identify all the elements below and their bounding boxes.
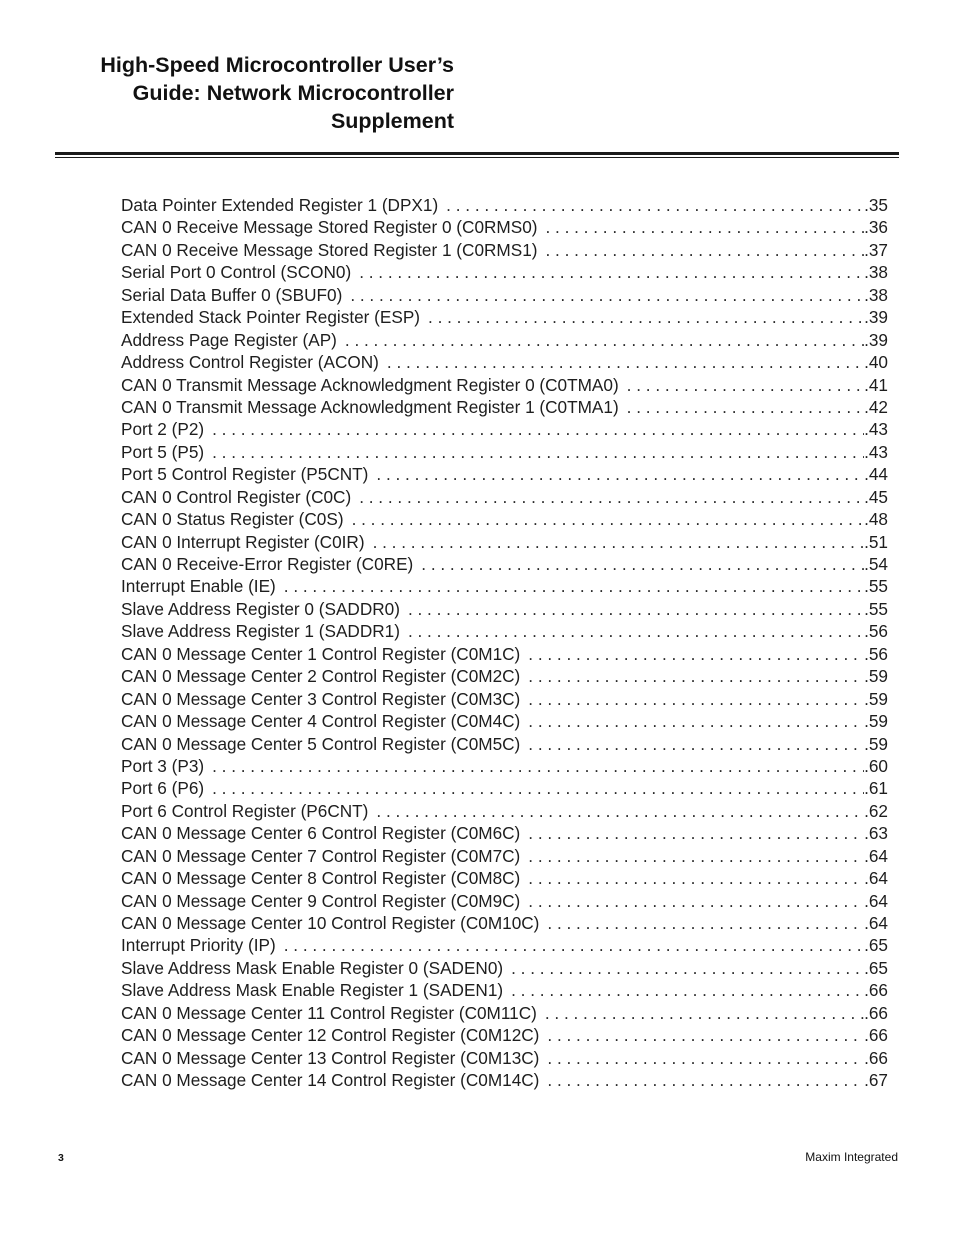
toc-entry[interactable] — [121, 845, 888, 867]
toc-entry[interactable] — [121, 665, 888, 687]
toc-entry-label: CAN 0 Status Register (C0S) — [121, 509, 344, 530]
toc-entry-label: Data Pointer Extended Register 1 (DPX1) — [121, 195, 439, 215]
toc-entry-label: CAN 0 Receive-Error Register (C0RE) — [121, 554, 414, 574]
toc-dot-leader — [545, 239, 864, 261]
document-title-line: High-Speed Microcontroller User’s — [100, 53, 454, 77]
toc-dot-leader — [428, 306, 864, 328]
toc-entry[interactable] — [121, 396, 888, 418]
toc-entry-label: CAN 0 Message Center 3 Control Register (C0M3C) — [121, 688, 521, 709]
toc-entry-label: CAN 0 Message Center 5 Control Register (C0M5C) — [121, 733, 521, 754]
toc-entry-label: Slave Address Mask Enable Register 0 (SADEN0) — [121, 957, 504, 978]
toc-entry-label: CAN 0 Message Center 11 Control Register (C0M11C) — [121, 1002, 537, 1023]
toc-entry[interactable] — [121, 800, 888, 822]
toc-entry-page-number: .63 — [864, 823, 888, 844]
document-title — [40, 51, 454, 135]
toc-entry-page-number: .39 — [864, 329, 888, 350]
toc-entry-page-number: .35 — [864, 195, 888, 215]
toc-entry-page-number: .41 — [864, 374, 888, 395]
toc-entry-label: Address Page Register (AP) — [121, 329, 337, 350]
toc-entry-page-number: .51 — [864, 531, 888, 552]
toc-entry-page-number: .65 — [864, 935, 888, 956]
toc-entry-label: CAN 0 Message Center 1 Control Register (C0M1C) — [121, 643, 521, 664]
toc-dot-leader — [408, 620, 864, 642]
toc-entry-page-number: .56 — [864, 621, 888, 642]
toc-dot-leader — [446, 194, 864, 216]
toc-entry-page-number: .55 — [864, 598, 888, 619]
toc-dot-leader — [212, 755, 864, 777]
toc-entry-label: Serial Data Buffer 0 (SBUF0) — [121, 284, 343, 305]
toc-entry[interactable] — [121, 620, 888, 642]
toc-entry-label: CAN 0 Message Center 2 Control Register (C0M2C) — [121, 666, 521, 687]
toc-entry[interactable] — [121, 598, 888, 620]
toc-entry[interactable] — [121, 239, 888, 261]
toc-entry[interactable] — [121, 194, 888, 216]
toc-entry-page-number: .66 — [864, 980, 888, 1001]
toc-entry[interactable] — [121, 979, 888, 1001]
toc-entry-label: Port 6 (P6) — [121, 778, 205, 799]
toc-entry[interactable] — [121, 643, 888, 665]
toc-entry[interactable] — [121, 261, 888, 283]
toc-entry[interactable] — [121, 912, 888, 934]
toc-entry-label: Port 5 (P5) — [121, 441, 205, 462]
toc-entry[interactable] — [121, 934, 888, 956]
toc-entry[interactable] — [121, 284, 888, 306]
toc-dot-leader — [545, 216, 864, 238]
toc-entry[interactable] — [121, 1069, 888, 1091]
toc-entry-page-number: .37 — [864, 239, 888, 260]
toc-entry[interactable] — [121, 441, 888, 463]
toc-dot-leader — [212, 441, 864, 463]
toc-dot-leader — [284, 575, 864, 597]
toc-entry-page-number: .67 — [864, 1070, 888, 1091]
toc-entry-label: CAN 0 Transmit Message Acknowledgment Register 1 (C0TMA1) — [121, 396, 619, 417]
toc-dot-leader — [359, 486, 864, 508]
toc-entry-page-number: .61 — [864, 778, 888, 799]
toc-entry-page-number: .59 — [864, 711, 888, 732]
document-title-line: Guide: Network Microcontroller — [132, 81, 454, 105]
footer-company-name: Maxim Integrated — [805, 1150, 898, 1164]
toc-entry-label: CAN 0 Message Center 8 Control Register (C0M8C) — [121, 868, 521, 889]
toc-dot-leader — [212, 418, 864, 440]
toc-entry-page-number: .40 — [864, 352, 888, 373]
toc-entry-label: CAN 0 Message Center 12 Control Register (C0M12C) — [121, 1025, 540, 1046]
toc-entry-page-number: .38 — [864, 284, 888, 305]
toc-dot-leader — [421, 553, 864, 575]
toc-entry[interactable] — [121, 755, 888, 777]
toc-dot-leader — [528, 890, 864, 912]
toc-entry-label: CAN 0 Interrupt Register (C0IR) — [121, 531, 365, 552]
toc-dot-leader — [528, 867, 864, 889]
toc-entry[interactable] — [121, 957, 888, 979]
toc-entry[interactable] — [121, 306, 888, 328]
toc-entry-label: Port 5 Control Register (P5CNT) — [121, 464, 369, 485]
toc-entry-page-number: .64 — [864, 890, 888, 911]
toc-dot-leader — [547, 912, 864, 934]
toc-dot-leader — [528, 643, 864, 665]
toc-entry-label: Interrupt Priority (IP) — [121, 935, 276, 956]
toc-entry-page-number: .65 — [864, 957, 888, 978]
toc-entry-page-number: .54 — [864, 554, 888, 574]
toc-entry-label: CAN 0 Message Center 9 Control Register (C0M9C) — [121, 890, 521, 911]
toc-entry-page-number: .59 — [864, 666, 888, 687]
toc-entry[interactable] — [121, 777, 888, 799]
toc-entry[interactable] — [121, 418, 888, 440]
toc-entry[interactable] — [121, 463, 888, 485]
toc-entry-label: CAN 0 Receive Message Stored Register 0 (C0RMS0) — [121, 217, 538, 238]
toc-entry-page-number: .44 — [864, 464, 888, 485]
header-rule-thick — [55, 152, 899, 155]
toc-entry[interactable] — [121, 733, 888, 755]
toc-dot-leader — [352, 508, 865, 530]
toc-entry-label: CAN 0 Message Center 6 Control Register (C0M6C) — [121, 823, 521, 844]
toc-entry-page-number: .66 — [864, 1047, 888, 1068]
toc-dot-leader — [359, 261, 864, 283]
toc-dot-leader — [547, 1069, 864, 1091]
toc-entry-label: CAN 0 Message Center 7 Control Register (C0M7C) — [121, 845, 521, 866]
toc-entry-label: Slave Address Register 1 (SADDR1) — [121, 621, 400, 642]
toc-entry-page-number: .64 — [864, 913, 888, 933]
toc-dot-leader — [350, 284, 864, 306]
toc-entry[interactable] — [121, 1002, 888, 1024]
toc-entry[interactable] — [121, 867, 888, 889]
toc-dot-leader — [528, 733, 864, 755]
toc-entry-label: CAN 0 Message Center 10 Control Register (C0M10C) — [121, 913, 540, 933]
toc-dot-leader — [408, 598, 864, 620]
footer-page-number: 3 — [58, 1152, 64, 1164]
toc-dot-leader — [627, 374, 864, 396]
toc-entry-page-number: .43 — [864, 441, 888, 462]
toc-entry[interactable] — [121, 486, 888, 508]
toc-dot-leader — [511, 957, 864, 979]
toc-entry-page-number: .43 — [864, 419, 888, 440]
toc-entry-label: Extended Stack Pointer Register (ESP) — [121, 307, 421, 328]
toc-entry-page-number: .60 — [864, 755, 888, 776]
toc-entry-label: Slave Address Mask Enable Register 1 (SADEN1) — [121, 980, 504, 1001]
toc-entry-page-number: .36 — [864, 217, 888, 238]
toc-entry[interactable] — [121, 374, 888, 396]
toc-dot-leader — [511, 979, 864, 1001]
toc-entry-page-number: .56 — [864, 643, 888, 664]
toc-entry[interactable] — [121, 351, 888, 373]
toc-entry-page-number: .55 — [864, 576, 888, 597]
toc-entry-label: Port 6 Control Register (P6CNT) — [121, 800, 369, 821]
toc-entry[interactable] — [121, 822, 888, 844]
toc-entry-page-number: .64 — [864, 868, 888, 889]
toc-entry[interactable] — [121, 1024, 888, 1046]
toc-entry-label: CAN 0 Transmit Message Acknowledgment Register 0 (C0TMA0) — [121, 374, 619, 395]
toc-entry-page-number: .39 — [864, 307, 888, 328]
toc-dot-leader — [376, 463, 864, 485]
header-rule-thin — [55, 157, 899, 158]
toc-dot-leader — [528, 822, 864, 844]
toc-entry-label: Address Control Register (ACON) — [121, 352, 379, 373]
toc-entry-page-number: .45 — [864, 486, 888, 507]
toc-entry-page-number: .48 — [864, 509, 888, 530]
toc-dot-leader — [547, 1047, 864, 1069]
toc-entry[interactable] — [121, 890, 888, 912]
toc-entry[interactable] — [121, 553, 888, 575]
toc-dot-leader — [545, 1002, 864, 1024]
toc-entry-label: Interrupt Enable (IE) — [121, 576, 276, 597]
toc-entry[interactable] — [121, 508, 888, 530]
toc-entry-label: CAN 0 Message Center 13 Control Register (C0M13C) — [121, 1047, 540, 1068]
toc-entry-page-number: .59 — [864, 688, 888, 709]
toc-entry-label: Serial Port 0 Control (SCON0) — [121, 262, 352, 283]
table-of-contents — [121, 194, 888, 1092]
toc-dot-leader — [212, 777, 864, 799]
toc-entry-label: CAN 0 Message Center 4 Control Register (C0M4C) — [121, 711, 521, 732]
toc-dot-leader — [376, 800, 864, 822]
toc-entry-page-number: .64 — [864, 845, 888, 866]
toc-entry-page-number: .42 — [864, 396, 888, 417]
toc-dot-leader — [528, 845, 864, 867]
toc-entry-label: Slave Address Register 0 (SADDR0) — [121, 598, 400, 619]
toc-dot-leader — [528, 665, 864, 687]
toc-entry-page-number: .38 — [864, 262, 888, 283]
toc-entry-label: CAN 0 Control Register (C0C) — [121, 486, 352, 507]
toc-entry-page-number: .59 — [864, 733, 888, 754]
toc-entry[interactable] — [121, 329, 888, 351]
toc-entry[interactable] — [121, 216, 888, 238]
toc-entry-label: Port 3 (P3) — [121, 755, 205, 776]
toc-dot-leader — [528, 688, 864, 710]
toc-entry[interactable] — [121, 688, 888, 710]
toc-dot-leader — [387, 351, 864, 373]
toc-entry-page-number: .62 — [864, 800, 888, 821]
toc-entry[interactable] — [121, 1047, 888, 1069]
toc-entry[interactable] — [121, 710, 888, 732]
toc-entry-page-number: .66 — [864, 1002, 888, 1023]
toc-entry[interactable] — [121, 575, 888, 597]
toc-dot-leader — [627, 396, 864, 418]
toc-entry-label: CAN 0 Receive Message Stored Register 1 (C0RMS1) — [121, 239, 538, 260]
toc-dot-leader — [528, 710, 864, 732]
toc-dot-leader — [547, 1024, 864, 1046]
toc-entry-label: Port 2 (P2) — [121, 419, 205, 440]
toc-entry[interactable] — [121, 531, 888, 553]
toc-entry-page-number: .66 — [864, 1025, 888, 1046]
toc-dot-leader — [345, 329, 864, 351]
toc-entry-label: CAN 0 Message Center 14 Control Register (C0M14C) — [121, 1070, 540, 1091]
document-title-line: Supplement — [330, 109, 454, 133]
toc-dot-leader — [373, 531, 865, 553]
toc-dot-leader — [284, 934, 864, 956]
